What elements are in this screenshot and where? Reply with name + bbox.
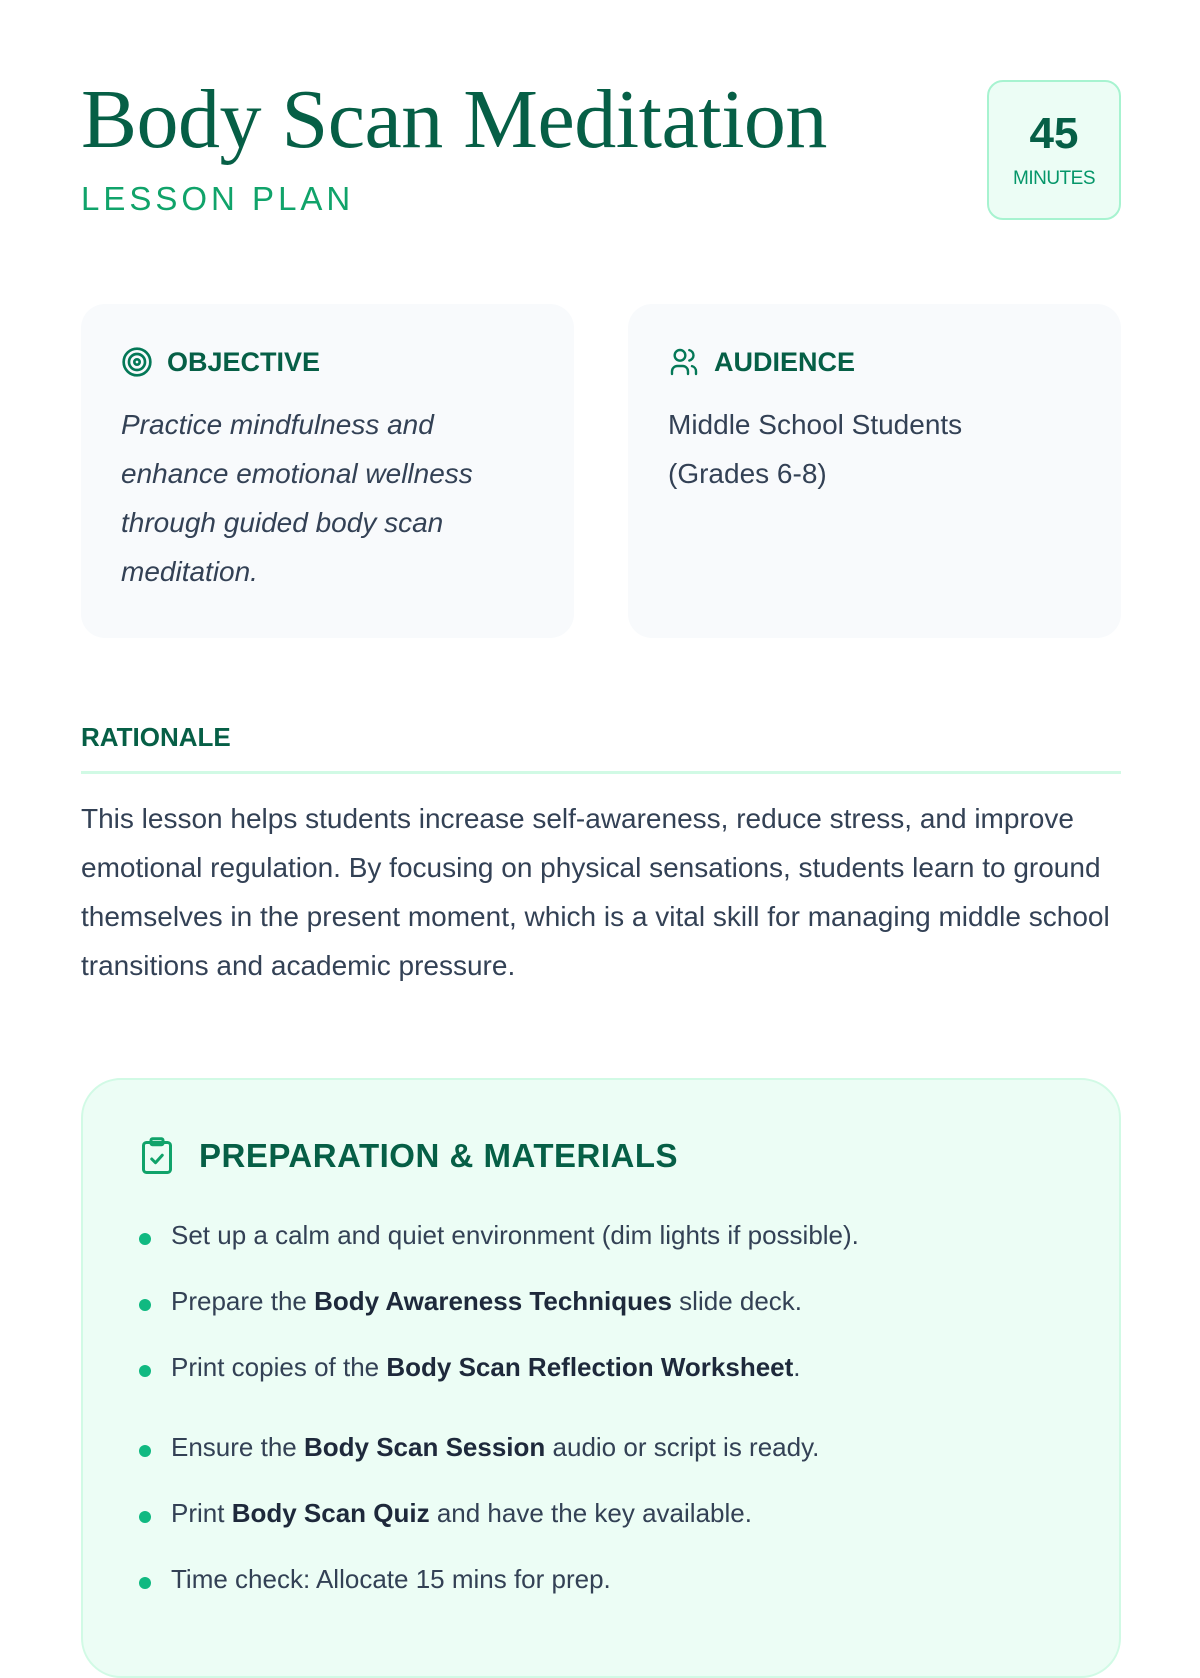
list-item: Prepare the Body Awareness Techniques slide deck. (139, 1286, 1063, 1352)
duration-value: 45 (1029, 109, 1079, 158)
users-icon (668, 346, 700, 378)
lesson-plan-page (81, 0, 1121, 1594)
preparation-heading: PREPARATION & MATERIALS (199, 1137, 678, 1174)
target-icon (121, 346, 153, 378)
rationale-section (81, 722, 1121, 990)
rationale-text: This lesson helps students increase self-awareness, reduce stress, and improve emotional regulation. By focusing on physical sensations, students learn to ground themselves in the present moment, which is a vital skill for managing middle school transitions and academic pressure. (81, 803, 1110, 981)
audience-text: Middle School Students (Grades 6-8) (668, 409, 963, 489)
preparation-section (81, 1078, 1121, 1678)
objective-heading: OBJECTIVE (167, 346, 321, 377)
page-title: Body Scan Meditation (81, 73, 827, 166)
list-item: Ensure the Body Scan Session audio or script is ready. (139, 1432, 1063, 1498)
duration-badge (987, 80, 1121, 220)
list-item: Print copies of the Body Scan Reflection Worksheet. (139, 1352, 1063, 1432)
list-item: Print Body Scan Quiz and have the key available. (139, 1498, 1063, 1564)
rationale-heading: RATIONALE (81, 722, 1121, 774)
list-item: Set up a calm and quiet environment (dim lights if possible). (139, 1220, 1063, 1286)
audience-heading: AUDIENCE (714, 346, 856, 377)
page-subtitle: LESSON PLAN (81, 180, 355, 217)
list-item: Time check: Allocate 15 mins for prep. (139, 1564, 1063, 1630)
audience-card (628, 304, 1121, 638)
objective-text: Practice mindfulness and enhance emotional wellness through guided body scan meditation. (121, 409, 473, 587)
materials-list (139, 1220, 1063, 1630)
clipboard-check-icon (139, 1136, 175, 1176)
info-cards (81, 304, 1121, 638)
objective-card (81, 304, 574, 638)
duration-unit: MINUTES (1013, 168, 1095, 189)
header (81, 0, 1121, 300)
